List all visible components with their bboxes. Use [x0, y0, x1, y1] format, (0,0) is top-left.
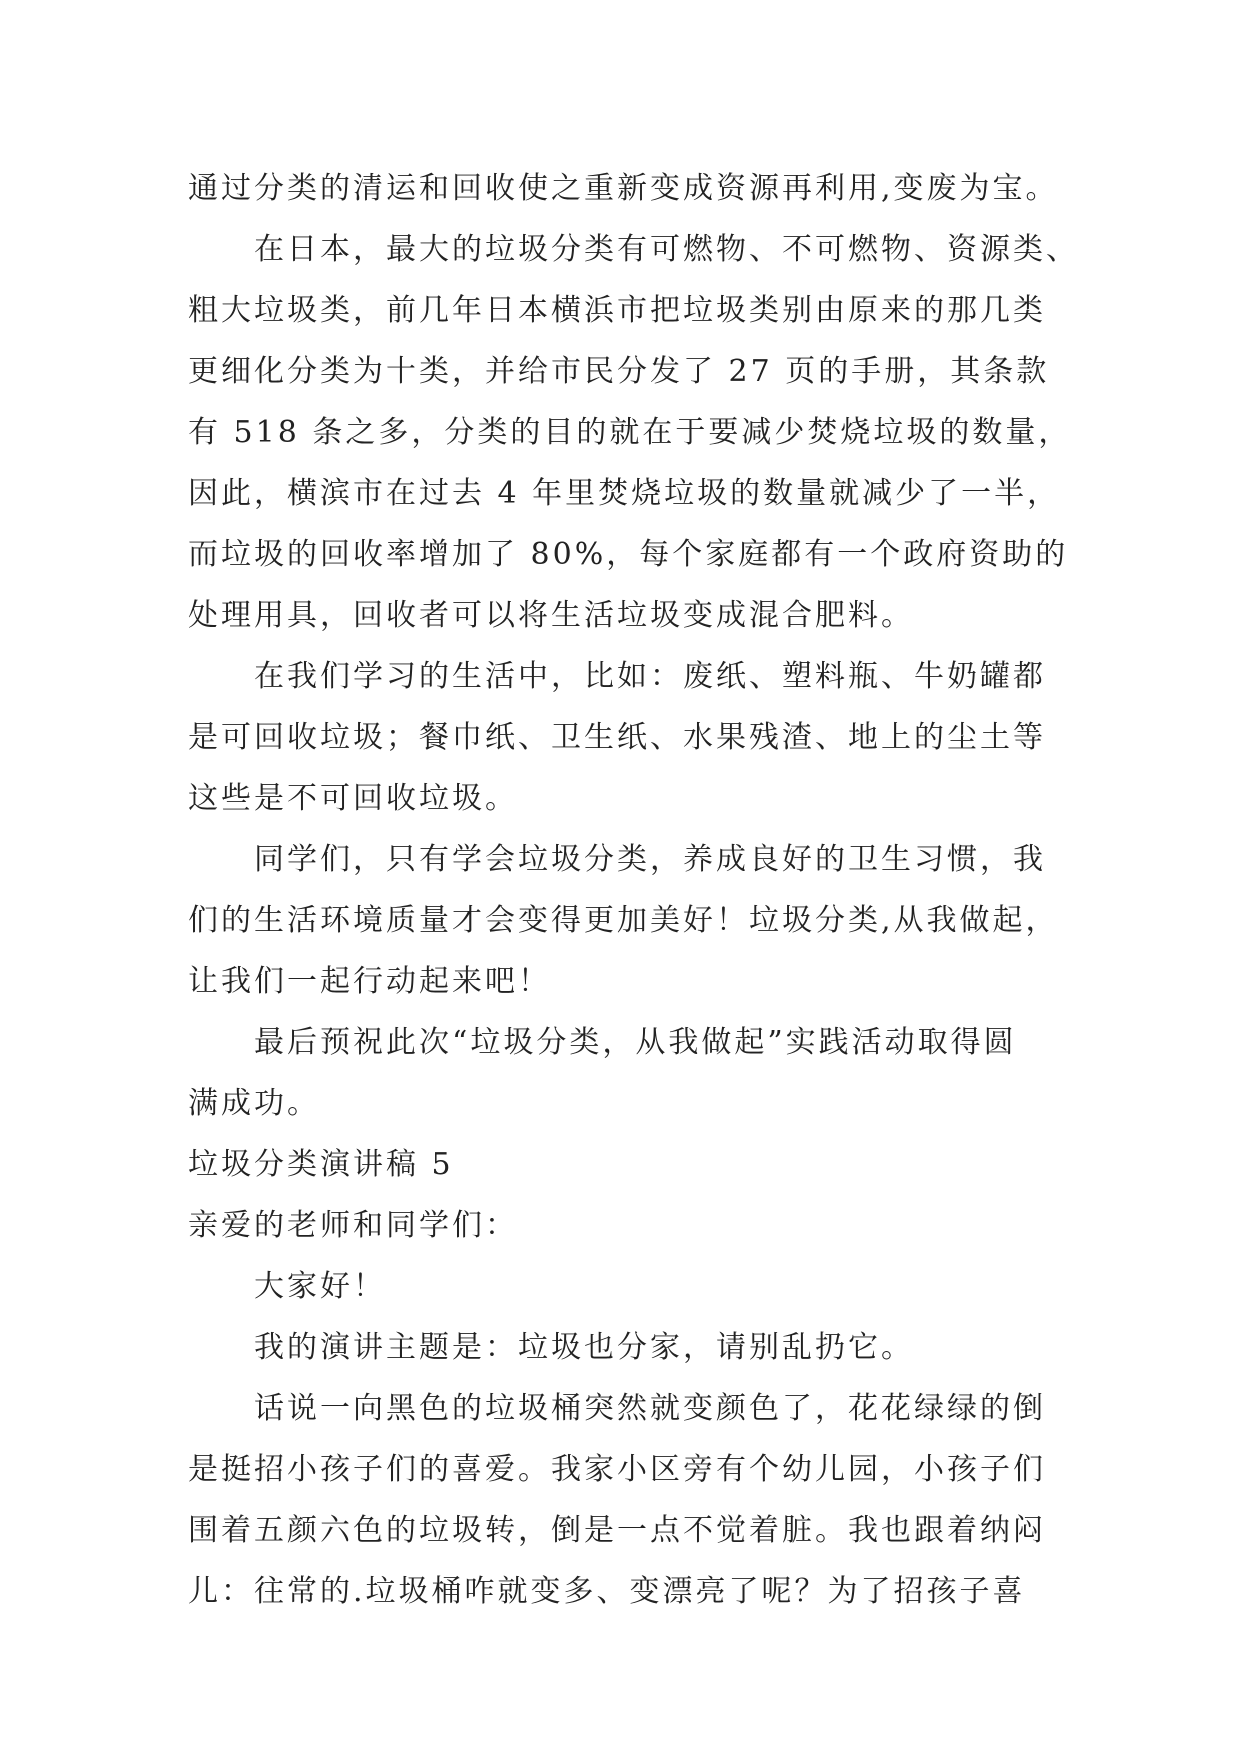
- text-line: 围着五颜六色的垃圾转，倒是一点不觉着脏。我也跟着纳闷: [188, 1513, 1046, 1548]
- document-body: [188, 158, 1088, 1622]
- text-line: 因此，横滨市在过去 4 年里焚烧垃圾的数量就减少了一半，: [188, 476, 1061, 511]
- text-line: 处理用具，回收者可以将生活垃圾变成混合肥料。: [188, 598, 914, 633]
- text-line: 在我们学习的生活中，比如：废纸、塑料瓶、牛奶罐都: [254, 659, 1046, 694]
- text-line: 是挺招小孩子们的喜爱。我家小区旁有个幼儿园，小孩子们: [188, 1452, 1046, 1487]
- text-line: 满成功。: [188, 1086, 320, 1121]
- text-line: 更细化分类为十类，并给市民分发了 27 页的手册，其条款: [188, 354, 1050, 389]
- text-line: 而垃圾的回收率增加了 80%，每个家庭都有一个政府资助的: [188, 537, 1069, 572]
- text-line: 是可回收垃圾；餐巾纸、卫生纸、水果残渣、地上的尘土等: [188, 720, 1046, 755]
- text-line: 最后预祝此次“垃圾分类，从我做起”实践活动取得圆: [254, 1025, 1017, 1060]
- text-line: 儿：往常的.垃圾桶咋就变多、变漂亮了呢？为了招孩子喜: [188, 1574, 1026, 1609]
- section-heading: 垃圾分类演讲稿 5: [188, 1147, 454, 1182]
- text-line: 我的演讲主题是：垃圾也分家，请别乱扔它。: [254, 1330, 914, 1365]
- text-line: 同学们，只有学会垃圾分类，养成良好的卫生习惯，我: [254, 842, 1046, 877]
- text-line: 通过分类的清运和回收使之重新变成资源再利用,变废为宝。: [188, 171, 1059, 206]
- greeting: 大家好！: [254, 1269, 386, 1304]
- text-line: 让我们一起行动起来吧！: [188, 964, 551, 999]
- text-line: 话说一向黑色的垃圾桶突然就变颜色了，花花绿绿的倒: [254, 1391, 1046, 1426]
- text-line: 有 518 条之多，分类的目的就在于要减少焚烧垃圾的数量，: [188, 415, 1072, 450]
- text-line: 在日本，最大的垃圾分类有可燃物、不可燃物、资源类、: [254, 232, 1079, 267]
- text-line: 这些是不可回收垃圾。: [188, 781, 518, 816]
- text-line: 们的生活环境质量才会变得更加美好！垃圾分类,从我做起，: [188, 903, 1059, 938]
- text-line: 粗大垃圾类，前几年日本横浜市把垃圾类别由原来的那几类: [188, 293, 1046, 328]
- salutation: 亲爱的老师和同学们：: [188, 1208, 518, 1243]
